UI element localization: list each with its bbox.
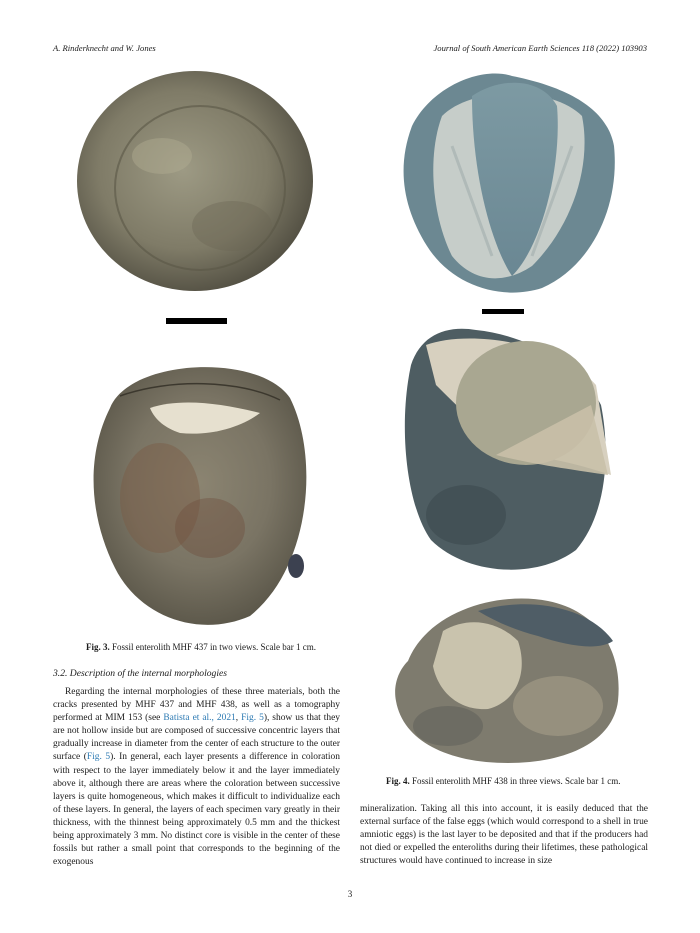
citation-link-batista[interactable]: Batista et al., 2021: [163, 713, 236, 724]
running-header-journal: Journal of South American Earth Sciences 118 (2022) 103903: [433, 43, 647, 53]
left-column-text: [53, 686, 340, 869]
figure-5-link[interactable]: Fig. 5: [86, 752, 111, 763]
page-number: 3: [347, 889, 353, 899]
text-run: ), show us that they are not hollow inside but are composed of successive concentric layers that gradually increase in diameter from the center of each structure to the outer surface (: [53, 713, 341, 763]
text-run: ,: [235, 713, 242, 724]
text-run: Regarding the internal morphologies of these three materials, both the cracks presented by MHF 437 and MHF 438, as well as a tomography performed at MIM 153 (see: [53, 687, 340, 724]
text-run: ). In general, each layer presents a difference in coloration with respect to the layer immediately below it and the layer immediately above it, although there are areas where the coloration between successive layers is quite homogeneous, which makes it difficult to individualize each of these layers. In general, the layers of each specimen vary greatly in their thickness, with the thinnest being approximately 0.5 mm and the thickest being approximately 3 mm. No distinct core is visible in the center of these fossils but rather a small point that corresponds to the beginning of the exogenous: [53, 752, 340, 868]
figure-4-photo-top: [392, 66, 620, 296]
running-header-authors: A. Rinderknecht and W. Jones: [53, 43, 156, 53]
figure-4-scale-bar: [482, 309, 524, 314]
figure-4-caption: [386, 776, 620, 786]
figure-3-label: Fig. 3.: [86, 642, 110, 652]
figure-5-link[interactable]: Fig. 5: [241, 713, 264, 724]
figure-4-photo-bottom: [388, 591, 624, 766]
figure-4-caption-text: Fossil enterolith MHF 438 in three views. Scale bar 1 cm.: [412, 776, 621, 786]
paragraph-continuation: mineralization. Taking all this into account, it is easily deduced that the external surface of the false eggs (which would correspond to a shell in true amniotic eggs) is the last layer to be deposited and that if the producers had not died or expelled the enteroliths during their lifetimes, these pathological structures would have continued to increase in size: [360, 804, 648, 867]
figure-3-caption: [86, 642, 316, 652]
figure-3-scale-bar: [166, 318, 227, 324]
figure-3-caption-text: Fossil enterolith MHF 437 in two views. Scale bar 1 cm.: [112, 642, 316, 652]
figure-4-photo-middle: [396, 325, 618, 575]
figure-4-label: Fig. 4.: [386, 776, 410, 786]
right-column-text: [360, 803, 648, 868]
figure-3-photo-bottom: [80, 348, 312, 631]
paragraph-internal-morphologies: [53, 686, 340, 869]
figure-3-photo-top: [72, 66, 318, 296]
section-title: 3.2. Description of the internal morphologies: [53, 668, 228, 679]
